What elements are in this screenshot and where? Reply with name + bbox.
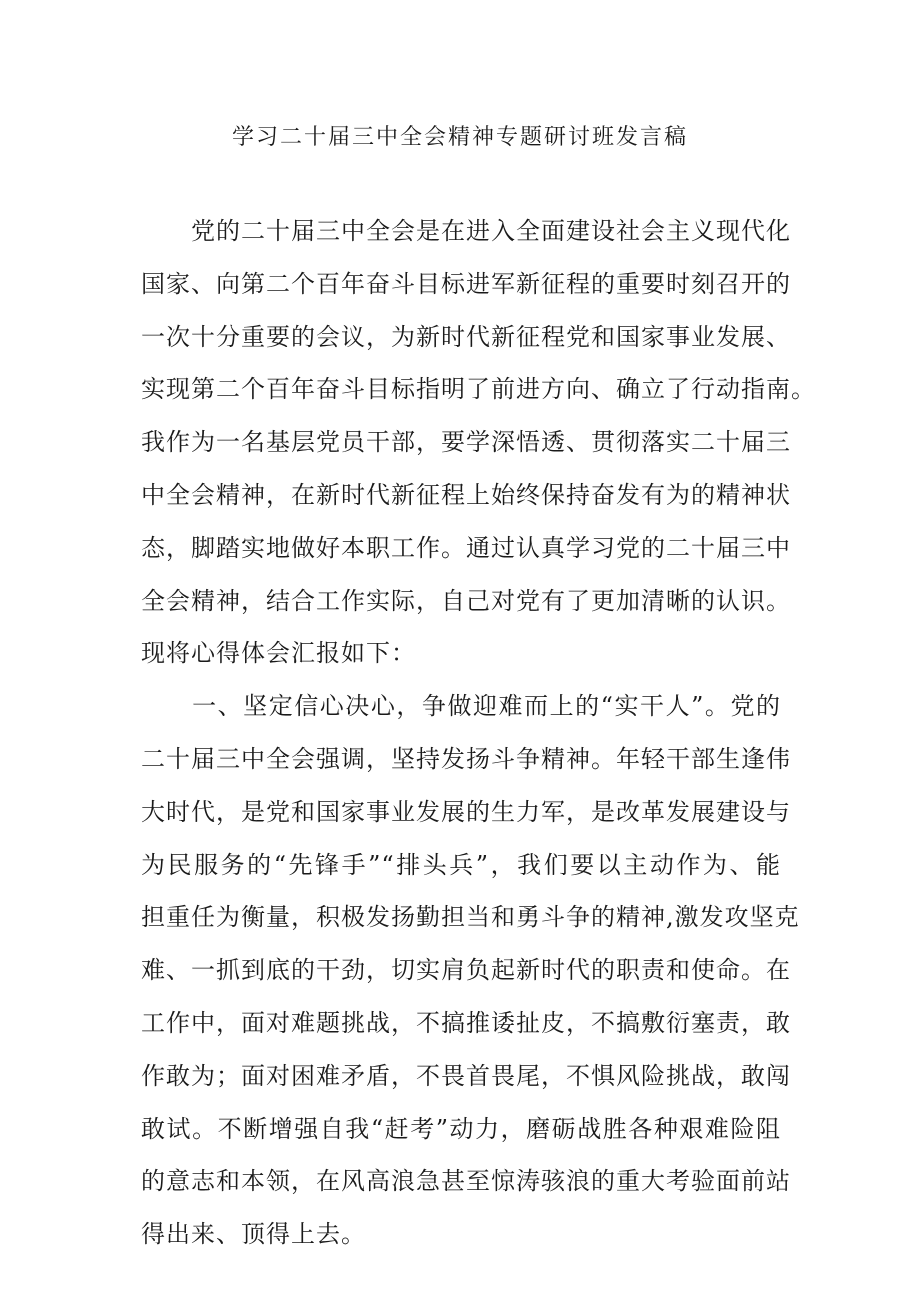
text-line: 现将心得体会汇报如下： — [141, 639, 416, 668]
text-line: 我作为一名基层党员干部，要学深悟透、贯彻落实二十届三 — [141, 428, 791, 457]
document-body — [141, 205, 816, 1261]
text-line: 二十届三中全会强调，坚持发扬斗争精神。年轻干部生逢伟 — [141, 744, 791, 773]
text-line: 态，脚踏实地做好本职工作。通过认真学习党的二十届三中 — [141, 533, 791, 562]
paragraph-section-one — [141, 680, 800, 1261]
text-line: 党的二十届三中全会是在进入全面建设社会主义现代化 — [141, 217, 791, 245]
text-line: 一次十分重要的会议，为新时代新征程党和国家事业发展、 — [141, 322, 791, 351]
text-line: 大时代，是党和国家事业发展的生力军，是改革发展建设与 — [141, 797, 791, 826]
text-line: 担重任为衡量，积极发扬勤担当和勇斗争的精神,激发攻坚克 — [141, 903, 800, 932]
text-line: 全会精神，结合工作实际，自己对党有了更加清晰的认识。 — [141, 586, 791, 615]
text-line: 为民服务的“先锋手”“排头兵”，我们要以主动作为、能 — [141, 850, 781, 879]
paragraph-intro — [141, 205, 816, 680]
document-title: 学习二十届三中全会精神专题研讨班发言稿 — [231, 125, 688, 150]
text-line: 国家、向第二个百年奋斗目标进军新征程的重要时刻召开的 — [141, 269, 791, 298]
text-line: 工作中，面对难题挑战，不搞推诿扯皮，不搞敷衍塞责，敢 — [141, 1008, 791, 1037]
text-line: 实现第二个百年奋斗目标指明了前进方向、确立了行动指南。 — [141, 375, 816, 404]
text-line: 得出来、顶得上去。 — [141, 1220, 366, 1249]
text-line: 中全会精神，在新时代新征程上始终保持奋发有为的精神状 — [141, 480, 791, 509]
text-line: 作敢为；面对困难矛盾，不畏首畏尾，不惧风险挑战，敢闯 — [141, 1061, 791, 1090]
text-line: 难、一抓到底的干劲，切实肩负起新时代的职责和使命。在 — [141, 956, 791, 985]
text-line: 敢试。不断增强自我“赶考”动力，磨砺战胜各种艰难险阻 — [141, 1114, 781, 1143]
text-line: 一、坚定信心决心，争做迎难而上的“实干人”。党的 — [141, 692, 781, 721]
text-line: 的意志和本领，在风高浪急甚至惊涛骇浪的重大考验面前站 — [141, 1167, 791, 1196]
